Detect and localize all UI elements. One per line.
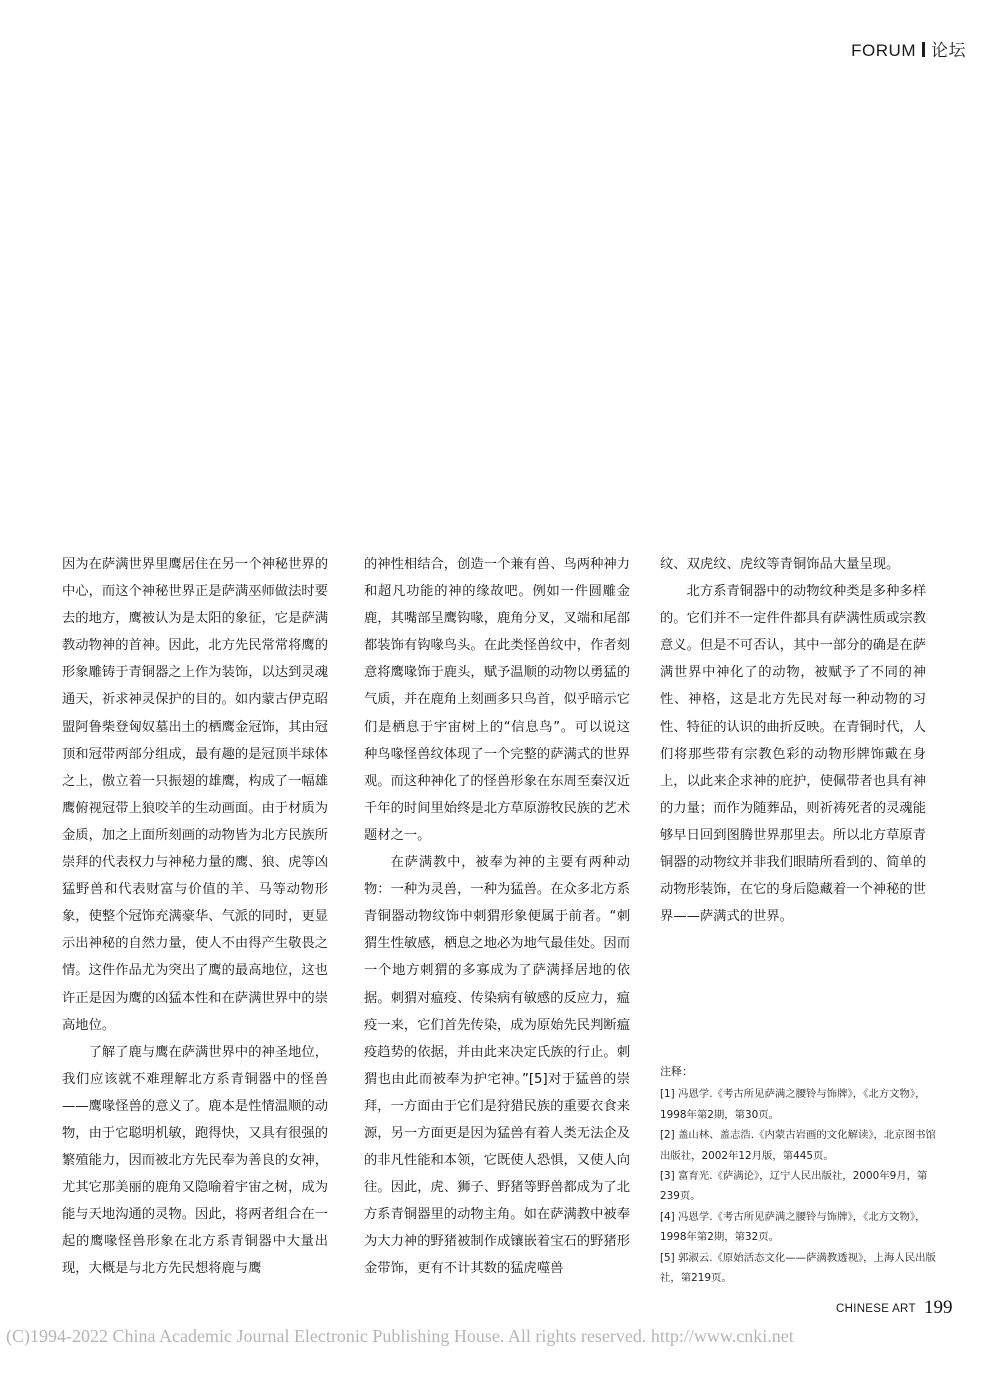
magazine-name: CHINESE ART: [836, 1303, 916, 1315]
paragraph: 纹、双虎纹、虎纹等青铜饰品大量呈现。: [660, 557, 900, 572]
footnote: [1] 冯恩学.《考古所见萨满之腰铃与饰牌》，《北方文物》，1998年第2期，第30页。: [660, 1088, 926, 1121]
paragraph: 在萨满教中，被奉为神的主要有两种动物：一种为灵兽，一种为猛兽。在众多北方系青铜器动物纹饰中刺猬形象便属于前者。“刺猬生性敏感，栖息之地必为地气最佳处。因而一个地方刺猬的多寡成为了萨满择居地的依据。刺猬对瘟疫、传染病有敏感的反应力，瘟疫一来，它们首先传染，成为原始先民判断瘟疫趋势的依据，并由此来决定氏族的行止。刺猬也由此而被奉为护宅神。”[5]对于猛兽的崇拜，一方面由于它们是狩猎民族的重要衣食来源，另一方面更是因为猛兽有着人类无法企及的非凡性能和本领，它既使人恐惧，又使人向往。因此，虎、狮子、野猪等野兽都成为了北方系青铜器里的动物主角。如在萨满教中被奉为大力神的野猪被制作成镶嵌着宝石的野猪形金带饰，更有不计其数的猛虎噬兽: [364, 855, 630, 1277]
header-separator: [922, 42, 925, 57]
footnote: [2] 盖山林、盖志浩.《内蒙古岩画的文化解读》，北京图书馆出版社，2002年12月版，第445页。: [660, 1129, 936, 1162]
footnote: [4] 冯恩学.《考古所见萨满之腰铃与饰牌》，《北方文物》，1998年第2期，第32页。: [660, 1210, 926, 1244]
text-column-1: [62, 551, 328, 1283]
section-title: 论坛: [931, 41, 966, 60]
paragraph: 了解了鹿与鹰在萨满世界中的神圣地位，我们应该就不难理解北方系青铜器中的怪兽——鹰喙怪兽的意义了。鹿本是性情温顺的动物，由于它聪明机敏，跑得快，又具有很强的繁殖能力，因而被北方先民奉为善良的女神，尤其它那美丽的鹿角又隐喻着宇宙之树，成为能与天地沟通的灵物。因此，将两者组合在一起的鹰喙怪兽形象在北方系青铜器中大量出现，大概是与北方先民想将鹿与鹰: [62, 1044, 328, 1277]
paragraph: 的神性相结合，创造一个兼有兽、鸟两种神力和超凡功能的神的缘故吧。例如一件圆雕金鹿，其嘴部呈鹰钩喙，鹿角分叉，叉端和尾部都装饰有钩喙鸟头。在此类怪兽纹中，作者刻意将鹰喙饰于鹿头，赋予温顺的动物以勇猛的气质，并在鹿角上刻画多只鸟首，似乎暗示它们是栖息于宇宙树上的“信息鸟”。可以说这种鸟喙怪兽纹体现了一个完整的萨满式的世界观。而这种神化了的怪兽形象在东周至秦汉近千年的时间里始终是北方草原游牧民族的艺术题材之一。: [364, 557, 630, 843]
page-number: 199: [924, 1297, 953, 1318]
section-label: FORUM: [851, 41, 916, 60]
paragraph: 北方系青铜器中的动物纹种类是多种多样的。它们并不一定件件都具有萨满性质或宗教意义。但是不可否认，其中一部分的确是在萨满世界中神化了的动物，被赋予了不同的神性、神格，这是北方先民对每一种动物的习性、特征的认识的曲折反映。在青铜时代，人们将那些带有宗教色彩的动物形牌饰戴在身上，以此来企求神的庇护，使佩带者也具有神的力量；而作为随葬品，则祈祷死者的灵魂能够早日回到图腾世界那里去。所以北方草原青铜器的动物纹并非我们眼睛所看到的、简单的动物形装饰，在它的身后隐藏着一个神秘的世界——萨满式的世界。: [660, 584, 926, 925]
text-column-2: [364, 551, 630, 1283]
footnotes: [660, 1062, 936, 1288]
paragraph: 因为在萨满世界里鹰居住在另一个神秘世界的中心，而这个神秘世界正是萨满巫师做法时要去的地方，鹰被认为是太阳的象征，它是萨满教动物神的首神。因此，北方先民常常将鹰的形象雕铸于青铜器之上作为装饰，以达到灵魂通天，祈求神灵保护的目的。如内蒙古伊克昭盟阿鲁柴登匈奴墓出土的栖鹰金冠饰，其由冠顶和冠带两部分组成，最有趣的是冠顶半球体之上，傲立着一只振翅的雄鹰，构成了一幅雄鹰俯视冠带上狼咬羊的生动画面。由于材质为金质，加之上面所刻画的动物皆为北方民族所崇拜的代表权力与神秘力量的鹰、狼、虎等凶猛野兽和代表财富与价值的羊、马等动物形象，使整个冠饰充满豪华、气派的同时，更显示出神秘的自然力量，使人不由得产生敬畏之情。这件作品尤为突出了鹰的最高地位，这也许正是因为鹰的凶猛本性和在萨满世界中的崇高地位。: [62, 557, 328, 1033]
footnote: [3] 富育光.《萨满论》，辽宁人民出版社，2000年9月，第239页。: [660, 1170, 928, 1203]
text-column-3: [660, 551, 926, 930]
footnotes-title: 注释：: [660, 1065, 693, 1078]
footnote: [5] 郭淑云.《原始活态文化——萨满教透视》，上海人民出版社，第219页。: [660, 1251, 936, 1285]
running-header: [851, 36, 966, 61]
copyright-watermark: (C)1994-2022 China Academic Journal Electronic Publishing House. All rights reserved. http://www.cnki.net: [6, 1326, 794, 1346]
